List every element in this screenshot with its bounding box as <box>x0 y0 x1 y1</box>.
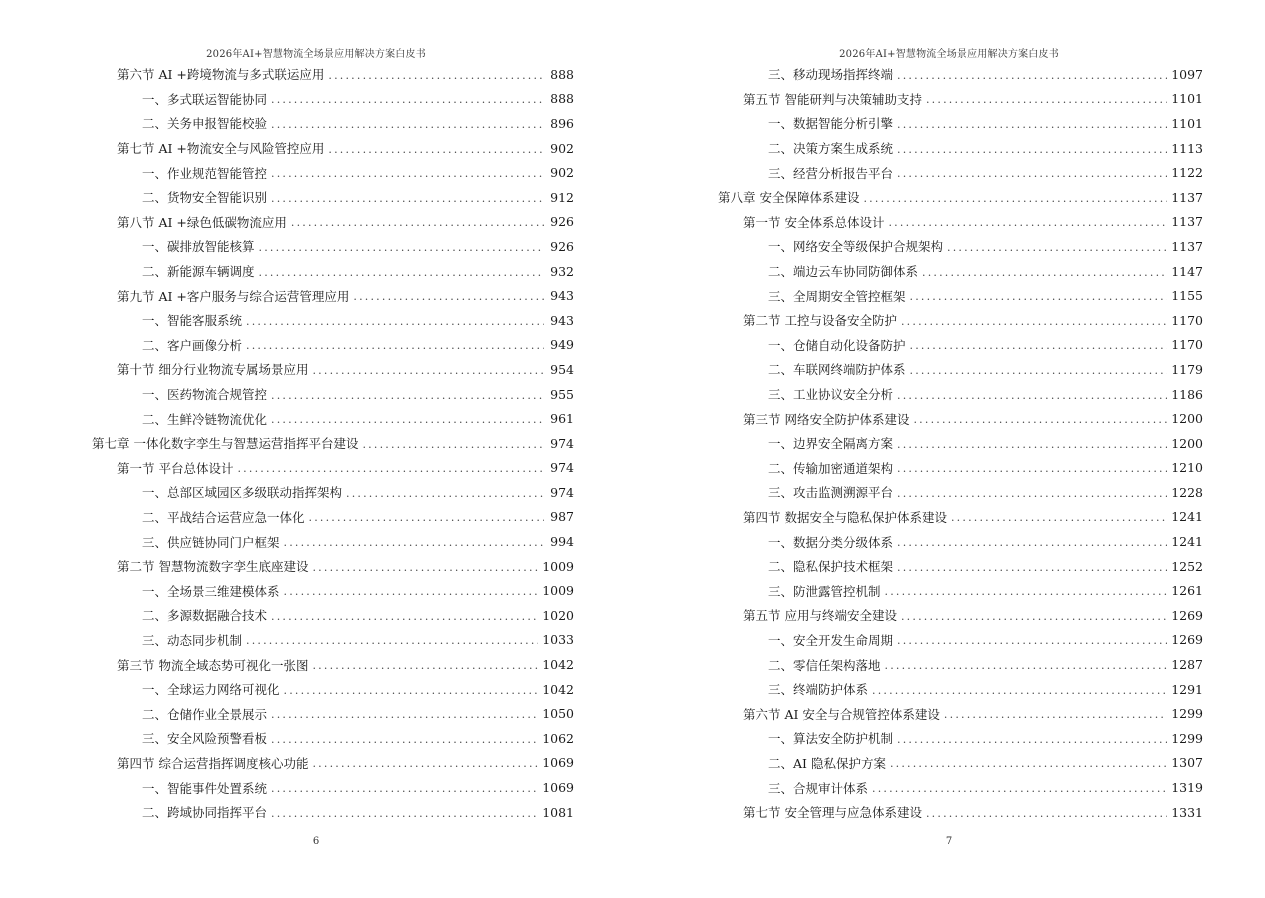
toc-entry-page-number: 961 <box>550 411 574 427</box>
toc-entry-title: 二、关务申报智能校验 <box>142 116 268 132</box>
toc-entry-title: 三、全周期安全管控框架 <box>768 288 906 304</box>
toc-entry-title: 一、算法安全防护机制 <box>768 731 894 747</box>
toc-entry-page-number: 1033 <box>542 632 574 648</box>
toc-subsection-entry[interactable] <box>92 406 574 431</box>
toc-entry-page-number: 1137 <box>1171 214 1203 230</box>
dot-leader <box>897 390 1167 401</box>
toc-subsection-entry[interactable] <box>92 800 574 825</box>
dot-leader <box>910 340 1168 351</box>
dot-leader <box>863 193 1167 204</box>
toc-section-entry[interactable] <box>718 800 1203 825</box>
toc-subsection-entry[interactable] <box>718 62 1203 87</box>
toc-section-entry[interactable] <box>92 554 574 579</box>
toc-entry-title: 一、安全开发生命周期 <box>768 632 894 648</box>
toc-entry-title: 二、传输加密通道架构 <box>768 460 894 476</box>
dot-leader <box>309 512 544 523</box>
toc-entry-page-number: 1062 <box>542 730 574 746</box>
toc-subsection-entry[interactable] <box>718 554 1203 579</box>
toc-entry-title: 第八节 AI +绿色低碳物流应用 <box>117 214 287 230</box>
toc-entry-title: 一、智能事件处置系统 <box>142 780 268 796</box>
toc-section-entry[interactable] <box>718 505 1203 530</box>
toc-entry-title: 第七节 AI +物流安全与风险管控应用 <box>117 141 325 157</box>
toc-entry-title: 第七节 安全管理与应急体系建设 <box>743 805 922 821</box>
toc-subsection-entry[interactable] <box>718 775 1203 800</box>
toc-entry-page-number: 1186 <box>1171 386 1203 402</box>
toc-subsection-entry[interactable] <box>718 136 1203 161</box>
toc-subsection-entry[interactable] <box>718 456 1203 481</box>
toc-subsection-entry[interactable] <box>92 505 574 530</box>
toc-entry-page-number: 974 <box>550 435 574 451</box>
toc-entry-page-number: 932 <box>550 263 574 279</box>
toc-entry-title: 二、车联网终端防护体系 <box>768 362 906 378</box>
toc-entry-page-number: 949 <box>550 337 574 353</box>
toc-entry-page-number: 1147 <box>1171 263 1203 279</box>
toc-subsection-entry[interactable] <box>718 160 1203 185</box>
toc-entry-title: 三、安全风险预警看板 <box>142 731 268 747</box>
dot-leader <box>897 439 1167 450</box>
dot-leader <box>312 660 538 671</box>
toc-entry-title: 二、生鲜冷链物流优化 <box>142 411 268 427</box>
table-of-contents <box>718 62 1203 824</box>
toc-entry-page-number: 912 <box>550 189 574 205</box>
dot-leader <box>897 537 1167 548</box>
toc-subsection-entry[interactable] <box>718 529 1203 554</box>
toc-entry-title: 第一节 安全体系总体设计 <box>743 214 885 230</box>
toc-subsection-entry[interactable] <box>92 111 574 136</box>
toc-subsection-entry[interactable] <box>718 111 1203 136</box>
toc-entry-title: 第六节 AI +跨境物流与多式联运应用 <box>117 67 325 83</box>
toc-subsection-entry[interactable] <box>92 726 574 751</box>
dot-leader <box>271 414 544 425</box>
dot-leader <box>271 783 538 794</box>
toc-entry-title: 第六节 AI 安全与合规管控体系建设 <box>743 706 940 722</box>
toc-entry-title: 第三节 网络安全防护体系建设 <box>743 411 910 427</box>
toc-subsection-entry[interactable] <box>718 259 1203 284</box>
toc-entry-title: 三、攻击监测溯源平台 <box>768 485 894 501</box>
dot-leader <box>271 611 538 622</box>
toc-entry-title: 三、合规审计体系 <box>768 780 869 796</box>
dot-leader <box>271 94 544 105</box>
dot-leader <box>271 193 544 204</box>
toc-entry-title: 第四节 综合运营指挥调度核心功能 <box>117 755 309 771</box>
toc-entry-title: 第二节 工控与设备安全防护 <box>743 313 897 329</box>
toc-subsection-entry[interactable] <box>718 357 1203 382</box>
dot-leader <box>897 70 1167 81</box>
dot-leader <box>271 808 538 819</box>
dot-leader <box>897 119 1167 130</box>
dot-leader <box>897 168 1167 179</box>
toc-entry-title: 一、全球运力网络可视化 <box>142 682 280 698</box>
toc-entry-title: 二、决策方案生成系统 <box>768 141 894 157</box>
toc-subsection-entry[interactable] <box>92 333 574 358</box>
dot-leader <box>897 635 1167 646</box>
page-number: 7 <box>945 836 953 847</box>
toc-entry-title: 第九节 AI +客户服务与综合运营管理应用 <box>117 288 350 304</box>
toc-entry-title: 三、防泄露管控机制 <box>768 583 881 599</box>
toc-subsection-entry[interactable] <box>718 628 1203 653</box>
dot-leader <box>312 562 538 573</box>
dot-leader <box>362 439 544 450</box>
toc-subsection-entry[interactable] <box>92 259 574 284</box>
dot-leader <box>944 709 1167 720</box>
dot-leader <box>897 463 1167 474</box>
dot-leader <box>897 488 1167 499</box>
dot-leader <box>284 685 539 696</box>
toc-entry-page-number: 902 <box>550 165 574 181</box>
toc-entry-page-number: 955 <box>550 386 574 402</box>
toc-subsection-entry[interactable] <box>92 701 574 726</box>
toc-entry-page-number: 1261 <box>1171 583 1203 599</box>
dot-leader <box>271 709 538 720</box>
toc-entry-page-number: 1042 <box>542 657 574 673</box>
dot-leader <box>910 365 1168 376</box>
toc-entry-page-number: 896 <box>550 115 574 131</box>
dot-leader <box>897 734 1167 745</box>
toc-entry-title: 第八章 安全保障体系建设 <box>718 190 860 206</box>
dot-leader <box>897 144 1167 155</box>
dot-leader <box>922 267 1167 278</box>
dot-leader <box>872 685 1167 696</box>
dot-leader <box>271 390 544 401</box>
toc-entry-page-number: 926 <box>550 214 574 230</box>
running-header: 2026年AI+智慧物流全场景应用解决方案白皮书 <box>206 49 426 60</box>
toc-subsection-entry[interactable] <box>92 185 574 210</box>
toc-entry-page-number: 1137 <box>1171 238 1203 254</box>
dot-leader <box>353 291 544 302</box>
toc-entry-page-number: 1319 <box>1171 780 1203 796</box>
toc-entry-title: 三、经营分析报告平台 <box>768 165 894 181</box>
dot-leader <box>312 365 544 376</box>
toc-entry-page-number: 1228 <box>1171 484 1203 500</box>
dot-leader <box>901 611 1167 622</box>
toc-subsection-entry[interactable] <box>718 480 1203 505</box>
toc-entry-page-number: 1042 <box>542 681 574 697</box>
dot-leader <box>885 660 1168 671</box>
toc-entry-title: 一、碳排放智能核算 <box>142 239 255 255</box>
toc-chapter-entry[interactable] <box>718 185 1203 210</box>
dot-leader <box>259 242 544 253</box>
dot-leader <box>926 94 1167 105</box>
toc-entry-page-number: 1122 <box>1171 165 1203 181</box>
toc-entry-page-number: 1269 <box>1171 632 1203 648</box>
toc-entry-title: 第二节 智慧物流数字孪生底座建设 <box>117 559 309 575</box>
toc-entry-page-number: 1069 <box>542 755 574 771</box>
toc-subsection-entry[interactable] <box>718 726 1203 751</box>
toc-subsection-entry[interactable] <box>92 603 574 628</box>
toc-subsection-entry[interactable] <box>718 234 1203 259</box>
toc-section-entry[interactable] <box>92 283 574 308</box>
dot-leader <box>246 316 544 327</box>
toc-entry-page-number: 1287 <box>1171 657 1203 673</box>
dot-leader <box>890 758 1167 769</box>
toc-entry-page-number: 1307 <box>1171 755 1203 771</box>
toc-subsection-entry[interactable] <box>92 87 574 112</box>
toc-section-entry[interactable] <box>718 406 1203 431</box>
toc-entry-page-number: 926 <box>550 238 574 254</box>
toc-subsection-entry[interactable] <box>92 480 574 505</box>
toc-entry-page-number: 1081 <box>542 804 574 820</box>
toc-entry-page-number: 1331 <box>1171 804 1203 820</box>
table-of-contents <box>92 62 574 824</box>
toc-entry-title: 第七章 一体化数字孪生与智慧运营指挥平台建设 <box>92 436 359 452</box>
toc-entry-title: 二、AI 隐私保护方案 <box>768 755 886 771</box>
toc-entry-page-number: 1269 <box>1171 607 1203 623</box>
toc-entry-title: 一、仓储自动化设备防护 <box>768 337 906 353</box>
dot-leader <box>328 70 544 81</box>
toc-entry-page-number: 1155 <box>1171 288 1203 304</box>
toc-entry-title: 一、数据分类分级体系 <box>768 534 894 550</box>
toc-subsection-entry[interactable] <box>92 529 574 554</box>
toc-entry-title: 二、客户画像分析 <box>142 337 243 353</box>
toc-entry-page-number: 974 <box>550 460 574 476</box>
toc-section-entry[interactable] <box>92 210 574 235</box>
toc-entry-page-number: 1113 <box>1171 140 1203 156</box>
dot-leader <box>913 414 1167 425</box>
dot-leader <box>246 635 538 646</box>
toc-subsection-entry[interactable] <box>718 382 1203 407</box>
dot-leader <box>888 217 1167 228</box>
toc-entry-title: 三、工业协议安全分析 <box>768 387 894 403</box>
toc-entry-title: 一、网络安全等级保护合规架构 <box>768 239 944 255</box>
toc-entry-title: 二、多源数据融合技术 <box>142 608 268 624</box>
toc-entry-page-number: 1050 <box>542 706 574 722</box>
toc-section-entry[interactable] <box>92 751 574 776</box>
toc-entry-page-number: 1252 <box>1171 558 1203 574</box>
dot-leader <box>271 168 544 179</box>
toc-entry-page-number: 1291 <box>1171 681 1203 697</box>
toc-entry-page-number: 1069 <box>542 780 574 796</box>
dot-leader <box>271 734 538 745</box>
toc-subsection-entry[interactable] <box>92 234 574 259</box>
toc-entry-page-number: 1097 <box>1171 66 1203 82</box>
toc-entry-page-number: 974 <box>550 484 574 500</box>
running-header: 2026年AI+智慧物流全场景应用解决方案白皮书 <box>839 49 1059 60</box>
toc-section-entry[interactable] <box>718 603 1203 628</box>
left-page <box>0 0 632 898</box>
toc-entry-page-number: 1200 <box>1171 411 1203 427</box>
toc-entry-title: 二、货物安全智能识别 <box>142 190 268 206</box>
dot-leader <box>246 340 544 351</box>
toc-subsection-entry[interactable] <box>92 308 574 333</box>
toc-subsection-entry[interactable] <box>92 775 574 800</box>
toc-entry-title: 三、终端防护体系 <box>768 682 869 698</box>
dot-leader <box>312 758 538 769</box>
dot-leader <box>271 119 544 130</box>
toc-entry-title: 二、跨域协同指挥平台 <box>142 805 268 821</box>
dot-leader <box>328 144 544 155</box>
dot-leader <box>259 267 544 278</box>
toc-section-entry[interactable] <box>92 357 574 382</box>
toc-section-entry[interactable] <box>92 62 574 87</box>
toc-subsection-entry[interactable] <box>92 382 574 407</box>
toc-entry-title: 第十节 细分行业物流专属场景应用 <box>117 362 309 378</box>
toc-subsection-entry[interactable] <box>718 751 1203 776</box>
toc-entry-title: 一、智能客服系统 <box>142 313 243 329</box>
toc-entry-page-number: 994 <box>550 534 574 550</box>
toc-entry-page-number: 1101 <box>1171 115 1203 131</box>
toc-entry-title: 第一节 平台总体设计 <box>117 460 234 476</box>
page-number: 6 <box>312 836 320 847</box>
toc-entry-page-number: 954 <box>550 361 574 377</box>
toc-subsection-entry[interactable] <box>92 677 574 702</box>
toc-subsection-entry[interactable] <box>718 652 1203 677</box>
dot-leader <box>901 316 1167 327</box>
toc-entry-title: 二、零信任架构落地 <box>768 657 881 673</box>
toc-entry-title: 一、医药物流合规管控 <box>142 387 268 403</box>
toc-subsection-entry[interactable] <box>718 283 1203 308</box>
dot-leader <box>284 537 544 548</box>
toc-section-entry[interactable] <box>92 456 574 481</box>
toc-entry-title: 一、总部区域园区多级联动指挥架构 <box>142 485 343 501</box>
toc-entry-title: 二、仓储作业全景展示 <box>142 706 268 722</box>
toc-section-entry[interactable] <box>92 136 574 161</box>
toc-entry-title: 二、新能源车辆调度 <box>142 264 255 280</box>
toc-subsection-entry[interactable] <box>718 333 1203 358</box>
toc-entry-title: 第五节 应用与终端安全建设 <box>743 608 897 624</box>
toc-subsection-entry[interactable] <box>92 578 574 603</box>
toc-entry-title: 一、数据智能分析引擎 <box>768 116 894 132</box>
toc-entry-page-number: 888 <box>550 91 574 107</box>
toc-entry-page-number: 902 <box>550 140 574 156</box>
dot-leader <box>872 783 1167 794</box>
toc-section-entry[interactable] <box>718 701 1203 726</box>
toc-entry-page-number: 1241 <box>1171 534 1203 550</box>
toc-entry-title: 第五节 智能研判与决策辅助支持 <box>743 91 922 107</box>
toc-subsection-entry[interactable] <box>718 431 1203 456</box>
dot-leader <box>897 562 1167 573</box>
toc-entry-page-number: 987 <box>550 509 574 525</box>
toc-subsection-entry[interactable] <box>92 160 574 185</box>
toc-entry-page-number: 1241 <box>1171 509 1203 525</box>
toc-subsection-entry[interactable] <box>718 677 1203 702</box>
toc-entry-title: 三、供应链协同门户框架 <box>142 534 280 550</box>
toc-section-entry[interactable] <box>92 652 574 677</box>
toc-entry-page-number: 1299 <box>1171 730 1203 746</box>
toc-entry-title: 第三节 物流全域态势可视化一张图 <box>117 657 309 673</box>
dot-leader <box>237 463 544 474</box>
dot-leader <box>951 512 1167 523</box>
toc-entry-page-number: 1020 <box>542 607 574 623</box>
dot-leader <box>947 242 1167 253</box>
toc-entry-page-number: 1009 <box>542 558 574 574</box>
toc-entry-title: 三、移动现场指挥终端 <box>768 67 894 83</box>
toc-entry-page-number: 1137 <box>1171 189 1203 205</box>
dot-leader <box>346 488 544 499</box>
toc-subsection-entry[interactable] <box>718 578 1203 603</box>
toc-entry-page-number: 1009 <box>542 583 574 599</box>
toc-entry-title: 二、平战结合运营应急一体化 <box>142 509 305 525</box>
toc-entry-title: 二、端边云车协同防御体系 <box>768 264 919 280</box>
toc-section-entry[interactable] <box>718 210 1203 235</box>
toc-entry-page-number: 1170 <box>1171 312 1203 328</box>
toc-section-entry[interactable] <box>718 308 1203 333</box>
toc-entry-title: 一、作业规范智能管控 <box>142 165 268 181</box>
toc-entry-page-number: 943 <box>550 288 574 304</box>
toc-entry-page-number: 943 <box>550 312 574 328</box>
toc-entry-page-number: 1170 <box>1171 337 1203 353</box>
dot-leader <box>926 808 1167 819</box>
dot-leader <box>291 217 544 228</box>
toc-entry-page-number: 888 <box>550 66 574 82</box>
toc-entry-page-number: 1200 <box>1171 435 1203 451</box>
toc-entry-title: 一、全场景三维建模体系 <box>142 583 280 599</box>
toc-entry-title: 三、动态同步机制 <box>142 632 243 648</box>
toc-entry-title: 一、多式联运智能协同 <box>142 91 268 107</box>
toc-entry-title: 一、边界安全隔离方案 <box>768 436 894 452</box>
toc-entry-title: 二、隐私保护技术框架 <box>768 559 894 575</box>
toc-entry-page-number: 1179 <box>1171 361 1203 377</box>
dot-leader <box>284 586 539 597</box>
toc-chapter-entry[interactable] <box>92 431 574 456</box>
dot-leader <box>910 291 1168 302</box>
toc-subsection-entry[interactable] <box>92 628 574 653</box>
dot-leader <box>885 586 1168 597</box>
toc-section-entry[interactable] <box>718 87 1203 112</box>
toc-entry-page-number: 1299 <box>1171 706 1203 722</box>
right-page <box>633 0 1265 898</box>
toc-entry-title: 第四节 数据安全与隐私保护体系建设 <box>743 509 947 525</box>
toc-entry-page-number: 1210 <box>1171 460 1203 476</box>
toc-entry-page-number: 1101 <box>1171 91 1203 107</box>
